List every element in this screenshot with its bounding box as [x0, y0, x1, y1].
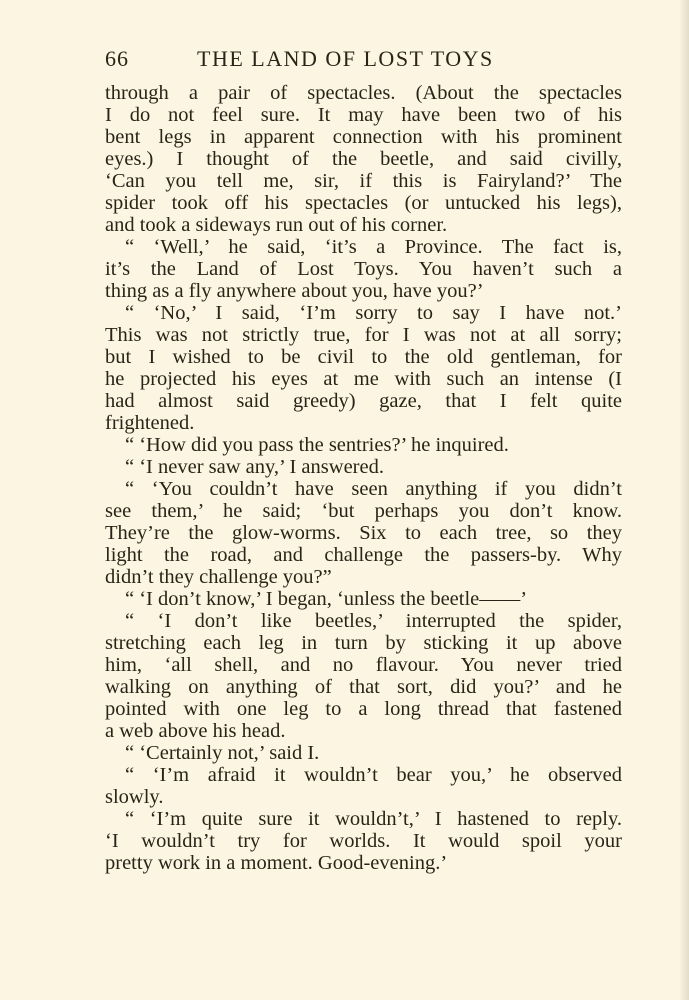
text-line: thing as a fly anywhere about you, have you?’: [105, 280, 484, 302]
page-number: 66: [105, 46, 129, 71]
text-line: had almost said greedy) gaze, that I felt quite: [105, 390, 622, 412]
text-line: but I wished to be civil to the old gentleman, for: [105, 346, 622, 368]
text-line: I do not feel sure. It may have been two of his: [105, 104, 622, 126]
text-line: him, ‘all shell, and no flavour. You never tried: [105, 654, 622, 676]
text-line: They’re the glow-worms. Six to each tree, so they: [105, 522, 622, 544]
text-line: “ ‘You couldn’t have seen anything if you didn’t: [125, 478, 622, 500]
text-line: he projected his eyes at me with such an intense (I: [105, 368, 622, 390]
text-line: pointed with one leg to a long thread that fastened: [105, 698, 622, 720]
text-line: didn’t they challenge you?”: [105, 566, 332, 588]
text-line: slowly.: [105, 786, 164, 808]
text-line: it’s the Land of Lost Toys. You haven’t such a: [105, 258, 622, 280]
text-line: through a pair of spectacles. (About the spectacles: [105, 82, 622, 104]
text-line: see them,’ he said; ‘but perhaps you don’t know.: [105, 500, 622, 522]
text-line: ‘I wouldn’t try for worlds. It would spoil your: [105, 830, 622, 852]
body-text: [105, 82, 622, 874]
running-title: THE LAND OF LOST TOYS: [197, 46, 494, 71]
page-edge-shadow: [679, 0, 689, 1000]
text-line: “ ‘I’m quite sure it wouldn’t,’ I hastened to reply.: [125, 808, 622, 830]
text-line: “ ‘I don’t know,’ I began, ‘unless the beetle——’: [125, 588, 528, 610]
text-line: stretching each leg in turn by sticking it up above: [105, 632, 622, 654]
page-header: [105, 42, 625, 76]
text-line: light the road, and challenge the passers-by. Why: [105, 544, 622, 566]
text-line: “ ‘No,’ I said, ‘I’m sorry to say I have not.’: [125, 302, 622, 324]
text-line: frightened.: [105, 412, 195, 434]
text-line: walking on anything of that sort, did you?’ and he: [105, 676, 622, 698]
text-line: spider took off his spectacles (or untucked his legs),: [105, 192, 622, 214]
text-line: ‘Can you tell me, sir, if this is Fairyland?’ The: [105, 170, 622, 192]
text-line: a web above his head.: [105, 720, 286, 742]
text-line: and took a sideways run out of his corner.: [105, 214, 448, 236]
text-line: “ ‘I don’t like beetles,’ interrupted the spider,: [125, 610, 622, 632]
text-line: “ ‘I never saw any,’ I answered.: [125, 456, 384, 478]
text-line: “ ‘Well,’ he said, ‘it’s a Province. The fact is,: [125, 236, 622, 258]
text-line: bent legs in apparent connection with his prominent: [105, 126, 622, 148]
text-line: “ ‘I’m afraid it wouldn’t bear you,’ he observed: [125, 764, 622, 786]
text-line: “ ‘Certainly not,’ said I.: [125, 742, 320, 764]
text-line: This was not strictly true, for I was not at all sorry;: [105, 324, 622, 346]
text-line: “ ‘How did you pass the sentries?’ he inquired.: [125, 434, 509, 456]
text-line: pretty work in a moment. Good-evening.’: [105, 852, 448, 874]
text-line: eyes.) I thought of the beetle, and said civilly,: [105, 148, 622, 170]
